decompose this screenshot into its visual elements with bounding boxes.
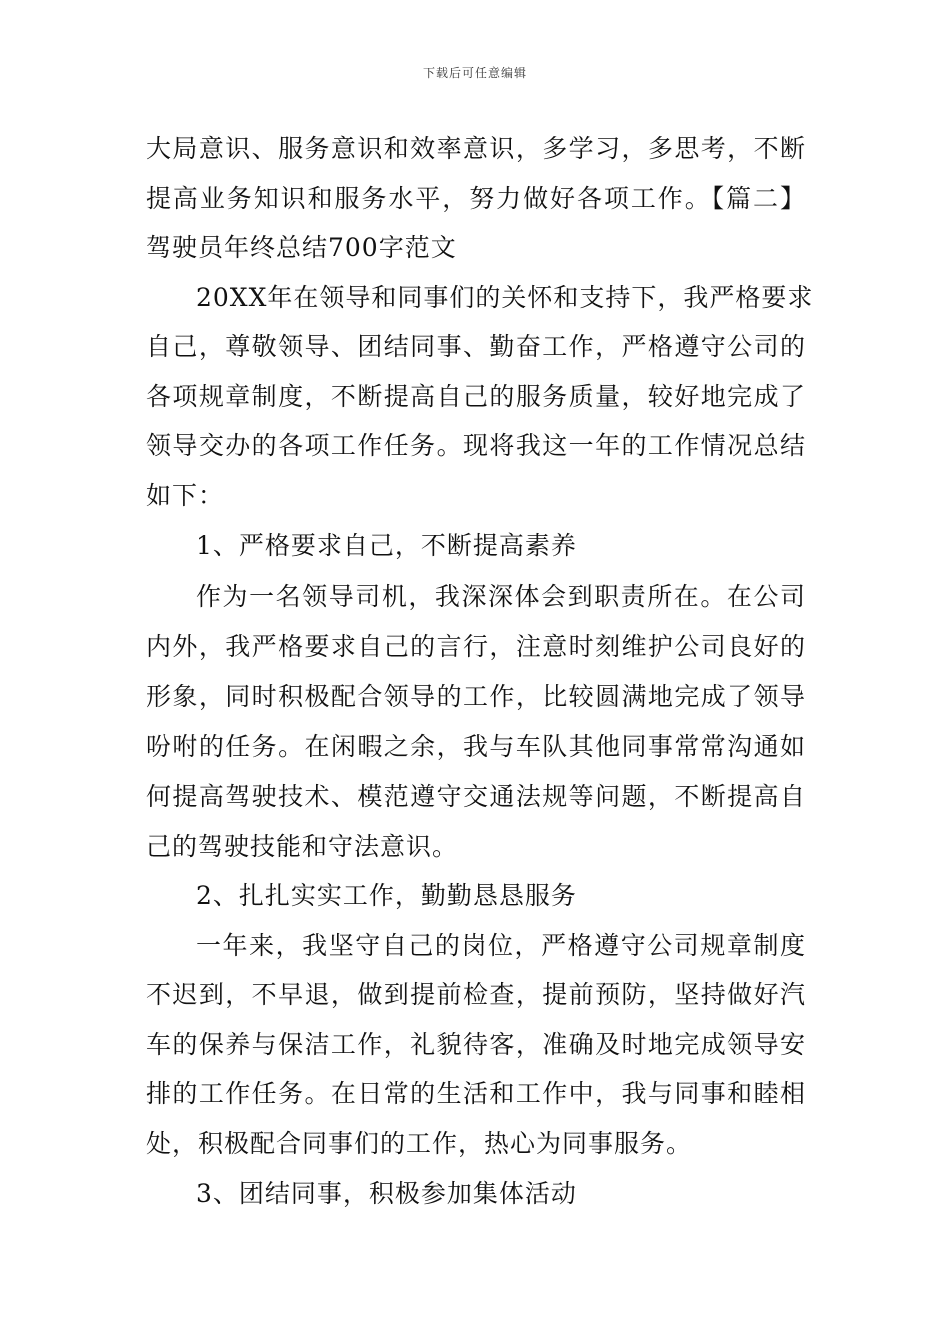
- text-line: 如下：: [146, 481, 225, 510]
- text-line: 车的保养与保洁工作，礼貌待客，准确及时地完成领导安: [146, 1030, 806, 1059]
- text-line: 形象，同时积极配合领导的工作，比较圆满地完成了领导: [146, 682, 806, 711]
- section-heading: 1、严格要求自己，不断提高素养: [196, 531, 577, 560]
- text-line: 内外，我严格要求自己的言行，注意时刻维护公司良好的: [146, 632, 806, 661]
- page-header: 下载后可任意编辑: [422, 66, 527, 80]
- text-line: 提高业务知识和服务水平，努力做好各项工作。【篇二】: [146, 184, 806, 213]
- text-line: 一年来，我坚守自己的岗位，严格遵守公司规章制度: [196, 931, 806, 960]
- text-line: 不迟到，不早退，做到提前检查，提前预防，坚持做好汽: [146, 980, 806, 1009]
- text-line: 处，积极配合同事们的工作，热心为同事服务。: [146, 1129, 693, 1158]
- section-heading: 2、扎扎实实工作，勤勤恳恳服务: [196, 881, 577, 910]
- text-line: 何提高驾驶技术、模范遵守交通法规等问题，不断提高自: [146, 782, 806, 811]
- section-heading: 3、团结同事，积极参加集体活动: [196, 1179, 577, 1208]
- text-line: 自己，尊敬领导、团结同事、勤奋工作，严格遵守公司的: [146, 332, 806, 361]
- text-line: 领导交办的各项工作任务。现将我这一年的工作情况总结: [146, 431, 806, 460]
- text-line: 驾驶员年终总结700字范文: [146, 233, 457, 262]
- text-line: 20XX年在领导和同事们的关怀和支持下，我严格要求: [196, 283, 814, 312]
- text-line: 大局意识、服务意识和效率意识，多学习，多思考，不断: [146, 134, 806, 163]
- text-line: 作为一名领导司机，我深深体会到职责所在。在公司: [196, 582, 806, 611]
- text-line: 各项规章制度，不断提高自己的服务质量，较好地完成了: [146, 382, 806, 411]
- text-line: 吩咐的任务。在闲暇之余，我与车队其他同事常常沟通如: [146, 732, 806, 761]
- text-line: 己的驾驶技能和守法意识。: [146, 832, 459, 861]
- text-line: 排的工作任务。在日常的生活和工作中，我与同事和睦相: [146, 1079, 806, 1108]
